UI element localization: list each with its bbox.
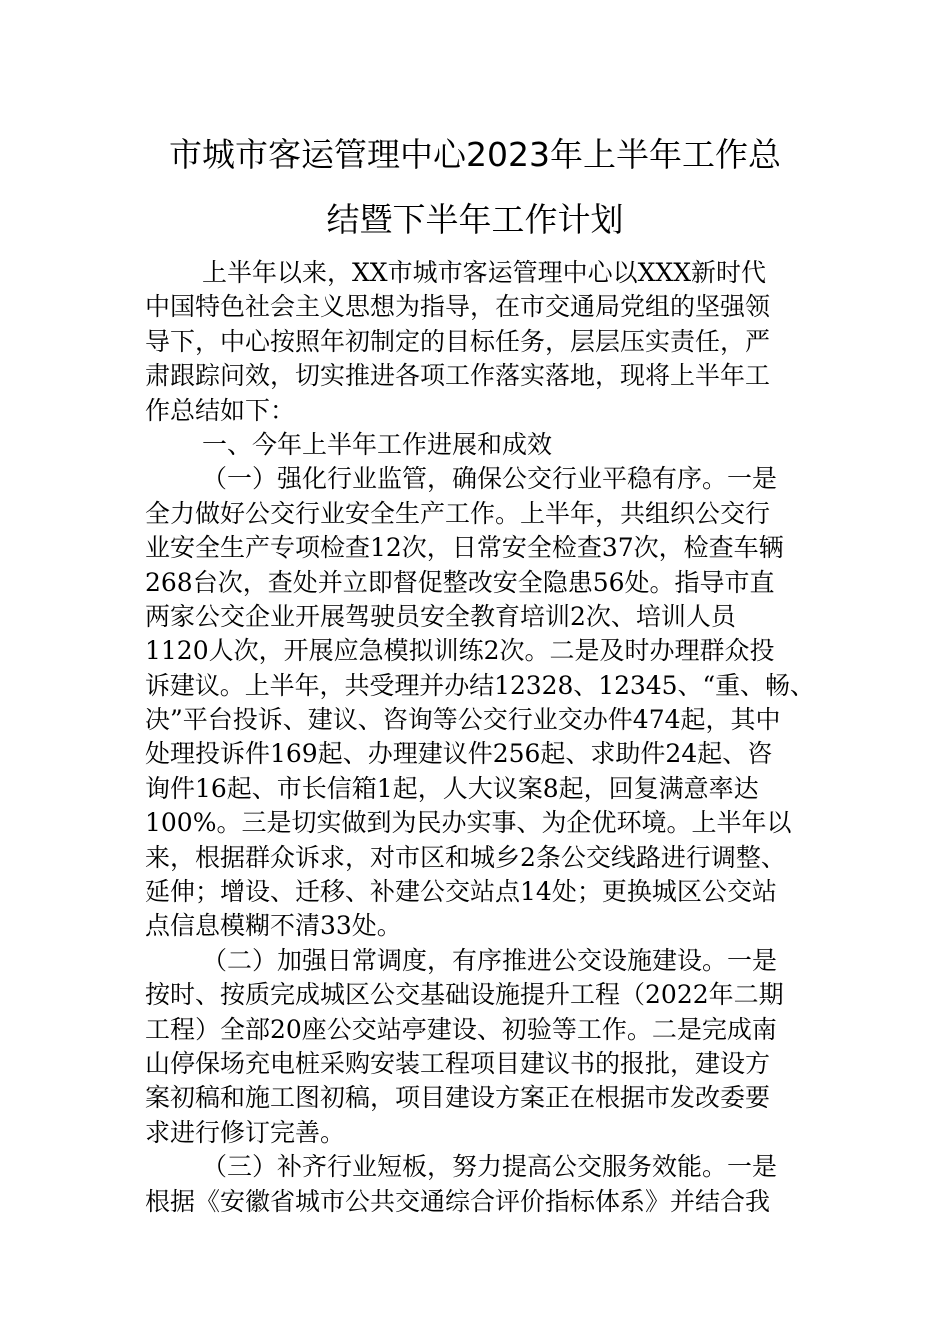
body-text-line: 点信息模糊不清33处。 bbox=[145, 911, 402, 941]
body-text-line: 延伸；增设、迁移、补建公交站点14处；更换城区公交站 bbox=[145, 877, 777, 907]
body-text-line: 工程）全部20座公交站亭建设、初验等工作。二是完成南 bbox=[145, 1014, 777, 1044]
body-text-line: 山停保场充电桩采购安装工程项目建议书的报批，建设方 bbox=[145, 1048, 771, 1078]
body-text-line: 全力做好公交行业安全生产工作。上半年，共组织公交行 bbox=[145, 498, 771, 528]
body-text-line: 诉建议。上半年，共受理并办结12328、12345、“重、畅、 bbox=[145, 670, 815, 700]
body-text-line: 导下，中心按照年初制定的目标任务，层层压实责任，严 bbox=[145, 326, 771, 356]
body-text-line: 268台次，查处并立即督促整改安全隐患56处。指导市直 bbox=[145, 567, 775, 597]
body-text-line: （一）强化行业监管，确保公交行业平稳有序。一是 bbox=[202, 464, 778, 494]
body-text-line: （二）加强日常调度，有序推进公交设施建设。一是 bbox=[202, 945, 778, 975]
document-title-line-1: 市城市客运管理中心2023年上半年工作总 bbox=[169, 135, 781, 174]
body-text-line: 询件16起、市长信箱1起，人大议案8起，回复满意率达 bbox=[145, 773, 759, 803]
document-body bbox=[145, 256, 815, 1219]
document-title-line-2: 结暨下半年工作计划 bbox=[326, 200, 624, 239]
body-text-line: 根据《安徽省城市公共交通综合评价指标体系》并结合我 bbox=[145, 1186, 771, 1216]
body-text-line: 来，根据群众诉求，对市区和城乡2条公交线路进行调整、 bbox=[145, 842, 786, 872]
body-text-line: 按时、按质完成城区公交基础设施提升工程（2022年二期 bbox=[145, 980, 784, 1010]
body-text-line: 决”平台投诉、建议、咨询等公交行业交办件474起，其中 bbox=[145, 705, 781, 735]
body-text-line: （三）补齐行业短板，努力提高公交服务效能。一是 bbox=[202, 1152, 778, 1182]
body-text-line: 100%。三是切实做到为民办实事、为企优环境。上半年以 bbox=[145, 808, 792, 838]
body-text-line: 一、今年上半年工作进展和成效 bbox=[202, 429, 553, 459]
body-text-line: 业安全生产专项检查12次，日常安全检查37次，检查车辆 bbox=[145, 533, 784, 563]
body-text-line: 作总结如下： bbox=[145, 395, 296, 425]
body-text-line: 处理投诉件169起、办理建议件256起、求助件24起、咨 bbox=[145, 739, 773, 769]
body-text-line: 求进行修订完善。 bbox=[145, 1117, 346, 1147]
body-text-line: 中国特色社会主义思想为指导，在市交通局党组的坚强领 bbox=[145, 292, 771, 322]
body-text-line: 两家公交企业开展驾驶员安全教育培训2次、培训人员 bbox=[145, 601, 736, 631]
body-text-line: 1120人次，开展应急模拟训练2次。二是及时办理群众投 bbox=[145, 636, 775, 666]
body-text-line: 上半年以来，XX市城市客运管理中心以XXX新时代 bbox=[202, 258, 766, 287]
body-text-line: 肃跟踪问效，切实推进各项工作落实落地，现将上半年工 bbox=[145, 361, 771, 391]
body-text-line: 案初稿和施工图初稿，项目建设方案正在根据市发改委要 bbox=[145, 1083, 771, 1113]
